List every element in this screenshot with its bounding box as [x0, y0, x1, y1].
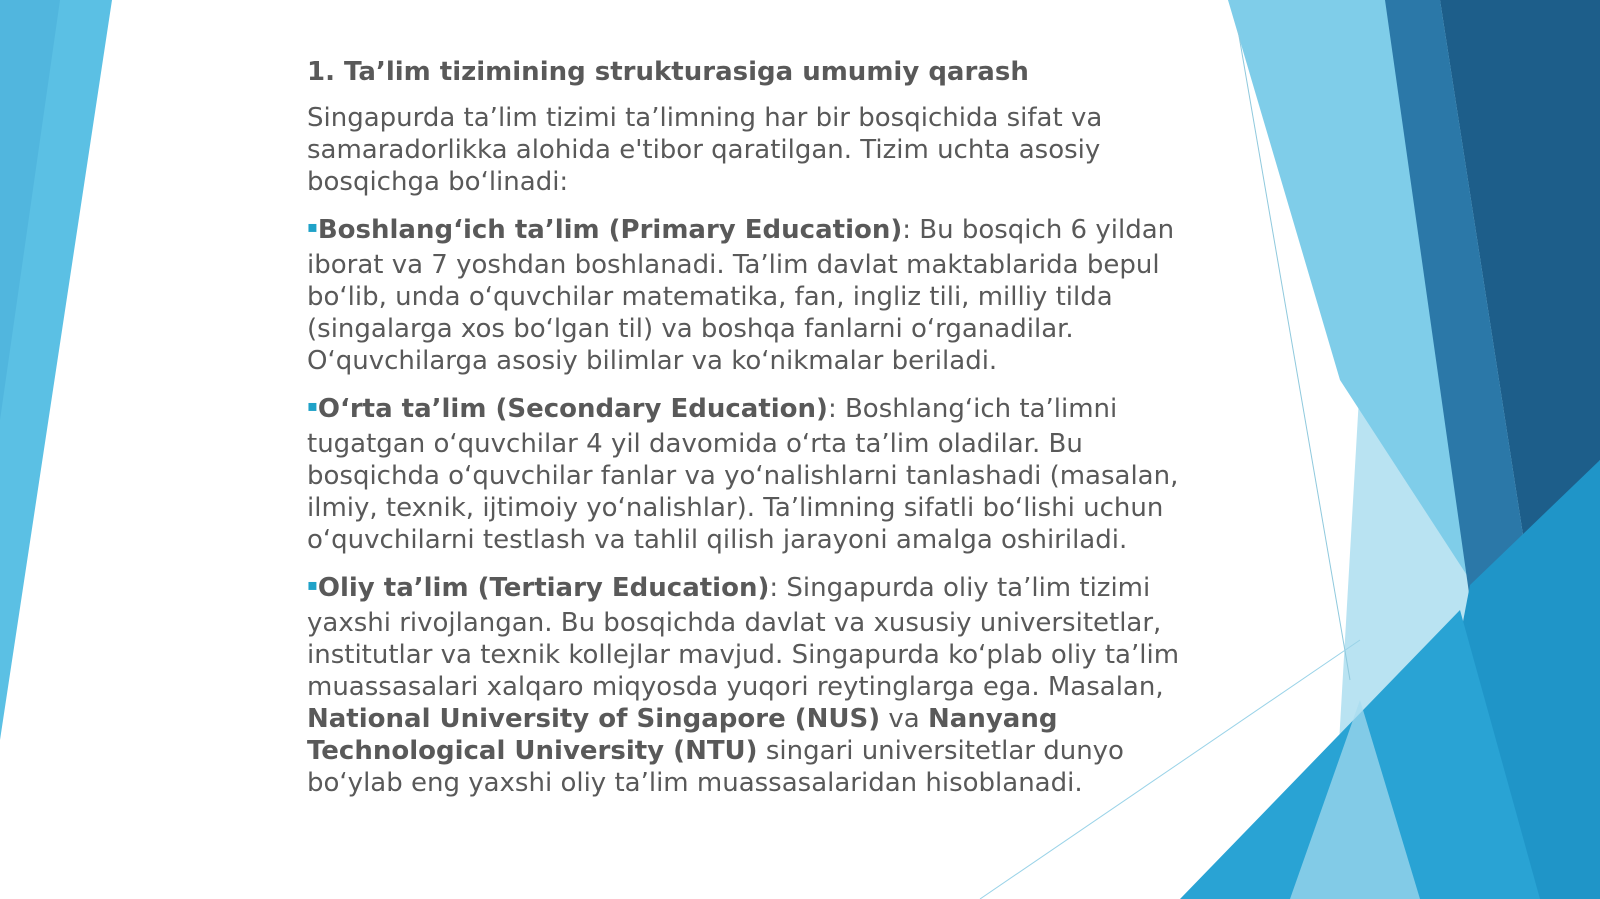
list-item-primary: [307, 214, 1207, 377]
list-item-tertiary: [307, 572, 1207, 799]
list-item-secondary: [307, 393, 1207, 556]
item-title: O‘rta ta’lim (Secondary Education): [317, 394, 828, 424]
bullet-icon: ▪: [307, 217, 318, 236]
item-tail: singari universitetlar dunyo bo‘ylab eng yaxshi oliy ta’lim muassasalaridan hisoblanadi.: [307, 736, 1124, 798]
item-text: : Boshlang‘ich ta’limni tugatgan o‘quvchilar 4 yil davomida o‘rta ta’lim oladilar. Bu bosqichda o‘quvchilar fanlar va yo‘nalishlarni tanlashadi (masalan, ilmiy, texnik, ijtimoiy yo‘nalishlar). Ta’limning sifatli bo‘lishi uchun o‘quvchilarni testlash va tahlil qilish jarayoni amalga oshiriladi.: [307, 394, 1179, 555]
slide-heading: 1. Ta’lim tizimining strukturasiga umumiy qarash: [307, 57, 1029, 87]
item-text: : Singapurda oliy ta’lim tizimi yaxshi rivojlangan. Bu bosqichda davlat va xususiy universitetlar, institutlar va texnik kollejlar mavjud. Singapurda ko‘plab oliy ta’lim muassasalari xalqaro miqyosda yuqori reytinglarga ega. Masalan,: [307, 573, 1180, 702]
item-text: : Bu bosqich 6 yildan iborat va 7 yoshdan boshlanadi. Ta’lim davlat maktablarida bepul bo‘lib, unda o‘quvchilar matematika, fan, ingliz tili, milliy tilda (singalarga xos bo‘lgan til) va boshqa fanlarni o‘rganadilar. O‘quvchilarga asosiy bilimlar va ko‘nikmalar beriladi.: [307, 215, 1175, 376]
item-title: Oliy ta’lim (Tertiary Education): [317, 573, 770, 603]
bullet-icon: ▪: [307, 396, 318, 415]
intro-paragraph: Singapurda ta’lim tizimi ta’limning har bir bosqichida sifat va samaradorlikka alohida e'tibor qaratilgan. Tizim uchta asosiy bosqichga bo‘linadi:: [307, 103, 1103, 197]
bullet-icon: ▪: [307, 575, 318, 594]
item-title: Boshlang‘ich ta’lim (Primary Education): [317, 215, 903, 245]
item-connector: va: [880, 704, 929, 734]
slide-content: [307, 52, 1207, 815]
university-nus: National University of Singapore (NUS): [307, 704, 881, 734]
university-ntu: Nanyang Technological University (NTU): [307, 704, 1058, 766]
